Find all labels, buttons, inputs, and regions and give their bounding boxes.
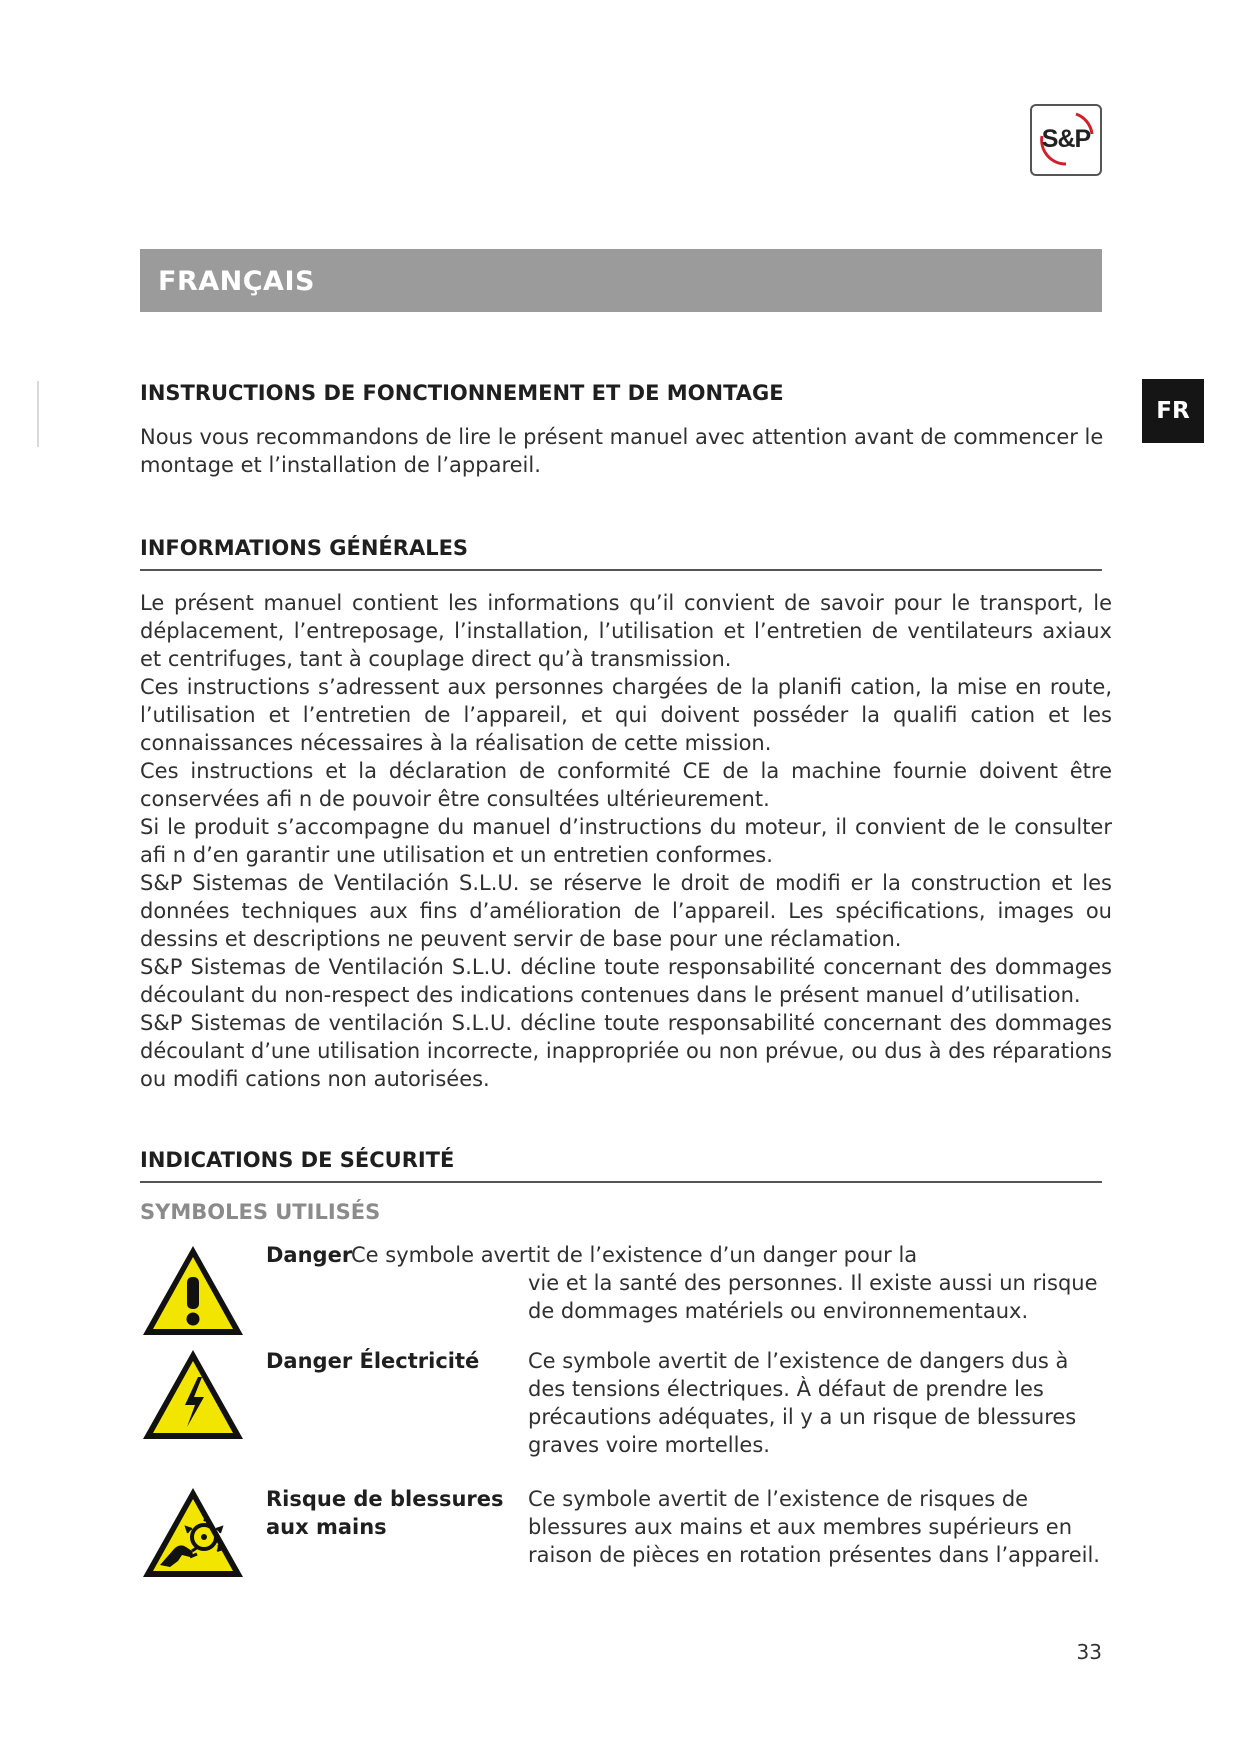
symbol-inline-description: Ce symbole avertit de l’existence d’un danger pour la	[351, 1243, 918, 1267]
language-banner	[140, 249, 1102, 312]
warning-exclamation-icon	[140, 1243, 246, 1339]
general-paragraph: S&P Sistemas de ventilación S.L.U. décline toute responsabilité concernant des dommages découlant d’une utilisation incorrecte, inappropriée ou non prévue, ou dus à des réparations ou modifi cations non autorisées.	[140, 1011, 1112, 1091]
instructions-heading: INSTRUCTIONS DE FONCTIONNEMENT ET DE MONTAGE	[140, 381, 784, 405]
general-paragraph: S&P Sistemas de Ventilación S.L.U. décline toute responsabilité concernant des dommages découlant du non-respect des indications contenues dans le présent manuel d’utilisation.	[140, 955, 1112, 1007]
general-info-heading: INFORMATIONS GÉNÉRALES	[140, 533, 1102, 571]
electric-hazard-icon	[140, 1347, 246, 1443]
general-paragraph: Ces instructions et la déclaration de conformité CE de la machine fournie doivent être conservées afi n de pouvoir être consultées ultérieurement.	[140, 759, 1112, 811]
symbol-description: vie et la santé des personnes. Il existe aussi un risque de dommages matériels ou environnementaux.	[528, 1271, 1098, 1323]
sp-logo	[1030, 104, 1102, 176]
symbol-description: Ce symbole avertit de l’existence de dangers dus à des tensions électriques. À défaut de prendre les précautions adéquates, il y a un risque de blessures graves voire mortelles.	[528, 1349, 1077, 1457]
page-number: 33	[1076, 1640, 1102, 1664]
symbol-label: Danger	[266, 1243, 353, 1267]
logo-text: S&P	[1041, 125, 1091, 153]
symbol-hand-injury-row	[140, 1485, 1112, 1585]
margin-rule	[37, 381, 39, 447]
general-paragraph: Ces instructions s’adressent aux personnes chargées de la planifi cation, la mise en route, l’utilisation et l’entretien de l’appareil, et qui doivent posséder la qualifi cation et les connaissances nécessaires à la réalisation de cette mission.	[140, 675, 1112, 755]
symbol-label: Danger Électricité	[266, 1349, 480, 1373]
language-banner-title: FRANÇAIS	[158, 266, 315, 297]
general-info-body	[140, 589, 1112, 1093]
general-paragraph: Le présent manuel contient les informations qu’il convient de savoir pour le transport, le déplacement, l’entreposage, l’installation, l’utilisation et l’entretien de ventilateurs axiaux et centrifuges, tant à couplage direct qu’à transmission.	[140, 591, 1112, 671]
page-content	[140, 378, 1112, 1585]
symbol-electricity-row	[140, 1347, 1112, 1485]
safety-heading: INDICATIONS DE SÉCURITÉ	[140, 1145, 1102, 1183]
language-tab: FR	[1142, 379, 1204, 443]
hand-injury-hazard-icon	[140, 1485, 246, 1581]
intro-text: Nous vous recommandons de lire le présent manuel avec attention avant de commencer le montage et l’installation de l’appareil.	[140, 425, 1104, 477]
symbols-subheading: SYMBOLES UTILISÉS	[140, 1200, 381, 1224]
symbol-label: Risque de blessures aux mains	[266, 1487, 504, 1539]
general-paragraph: Si le produit s’accompagne du manuel d’instructions du moteur, il convient de le consulter afi n d’en garantir une utilisation et un entretien conformes.	[140, 815, 1112, 867]
general-paragraph: S&P Sistemas de Ventilación S.L.U. se réserve le droit de modifi er la construction et les données techniques aux fins d’amélioration de l’appareil. Les spécifications, images ou dessins et descriptions ne peuvent servir de base pour une réclamation.	[140, 871, 1112, 951]
symbol-description: Ce symbole avertit de l’existence de risques de blessures aux mains et aux membres supérieurs en raison de pièces en rotation présentes dans l’appareil.	[528, 1487, 1100, 1567]
symbol-danger-row	[140, 1241, 1112, 1347]
